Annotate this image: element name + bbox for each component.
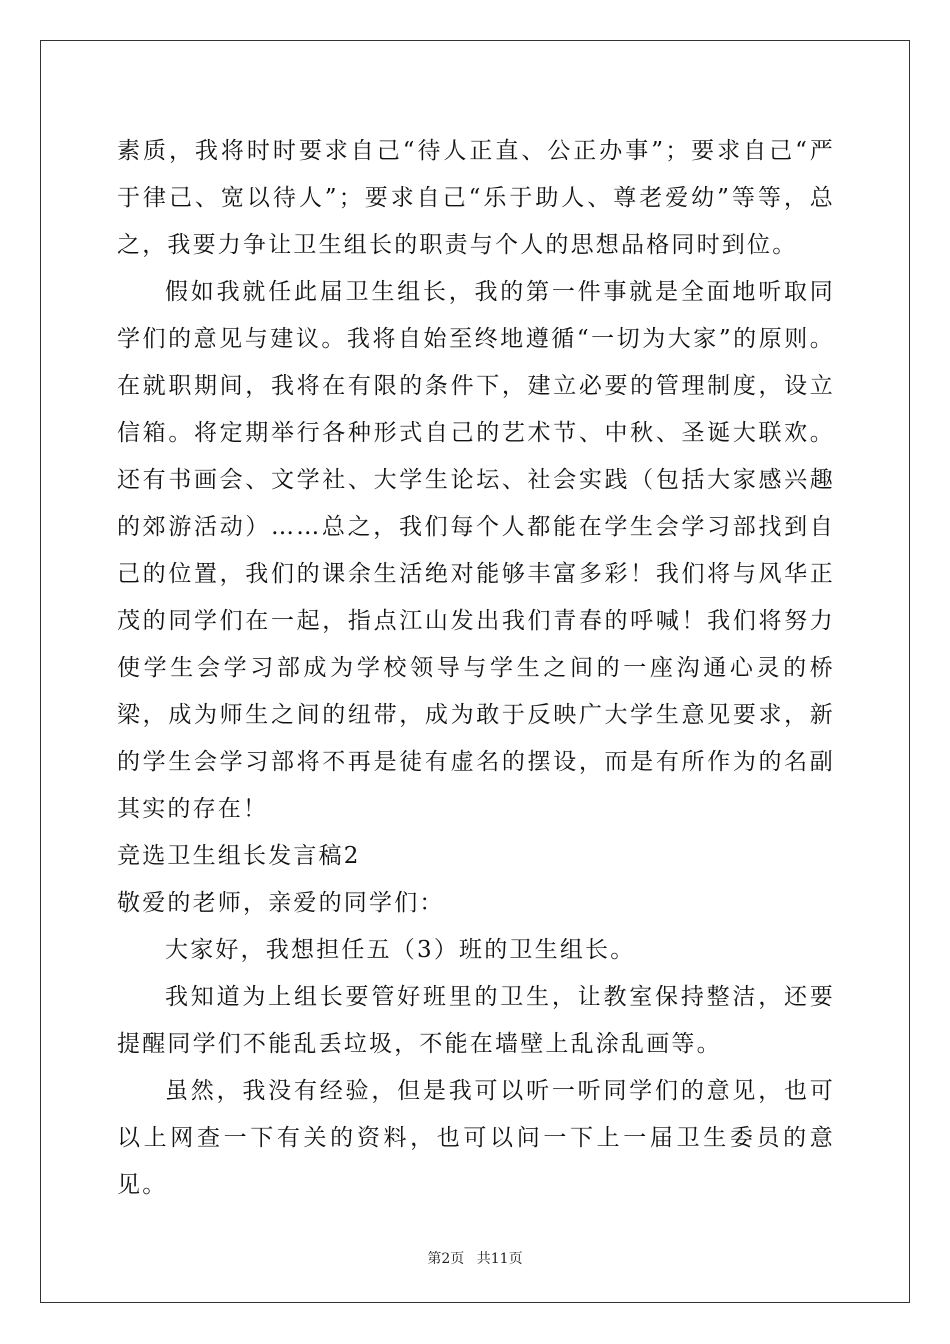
paragraph-2: 假如我就任此届卫生组长，我的第一件事就是全面地听取同学们的意见与建议。我将自始至终地遵循“一切为大家”的原则。在就职期间，我将在有限的条件下，建立必要的管理制度，设立信箱。将定期举行各种形式自己的艺术节、中秋、圣诞大联欢。还有书画会、文学社、大学生论坛、社会实践（包括大家感兴趣的郊游活动）……总之，我们每个人都能在学生会学习部找到自己的位置，我们的课余生活绝对能够丰富多彩！我们将与风华正茂的同学们在一起，指点江山发出我们青春的呼喊！我们将努力使学生会学习部成为学校领导与学生之间的一座沟通心灵的桥梁，成为师生之间的纽带，成为敢于反映广大学生意见要求，新的学生会学习部将不再是徒有虚名的摆设，而是有所作为的名副其实的存在！ — [117, 279, 835, 822]
page-number: 第2页 — [427, 1251, 465, 1267]
page-footer — [0, 1248, 950, 1268]
paragraph-3: 大家好，我想担任五（3）班的卫生组长。 — [165, 937, 636, 963]
paragraph-4: 我知道为上组长要管好班里的卫生，让教室保持整洁，还要提醒同学们不能乱丢垃圾，不能在墙壁上乱涂乱画等。 — [117, 984, 835, 1057]
paragraph-1: 素质，我将时时要求自己“待人正直、公正办事”；要求自己“严于律己、宽以待人”；要求自己“乐于助人、尊老爱幼”等等，总之，我要力争让卫生组长的职责与个人的思想品格同时到位。 — [117, 138, 835, 258]
page-total: 共11页 — [476, 1251, 523, 1267]
salutation: 敬爱的老师，亲爱的同学们： — [117, 890, 445, 916]
document-body — [117, 128, 835, 1209]
section-heading: 竞选卫生组长发言稿2 — [117, 843, 361, 869]
paragraph-5: 虽然，我没有经验，但是我可以听一听同学们的意见，也可以上网查一下有关的资料，也可以问一下上一届卫生委员的意见。 — [117, 1078, 835, 1198]
